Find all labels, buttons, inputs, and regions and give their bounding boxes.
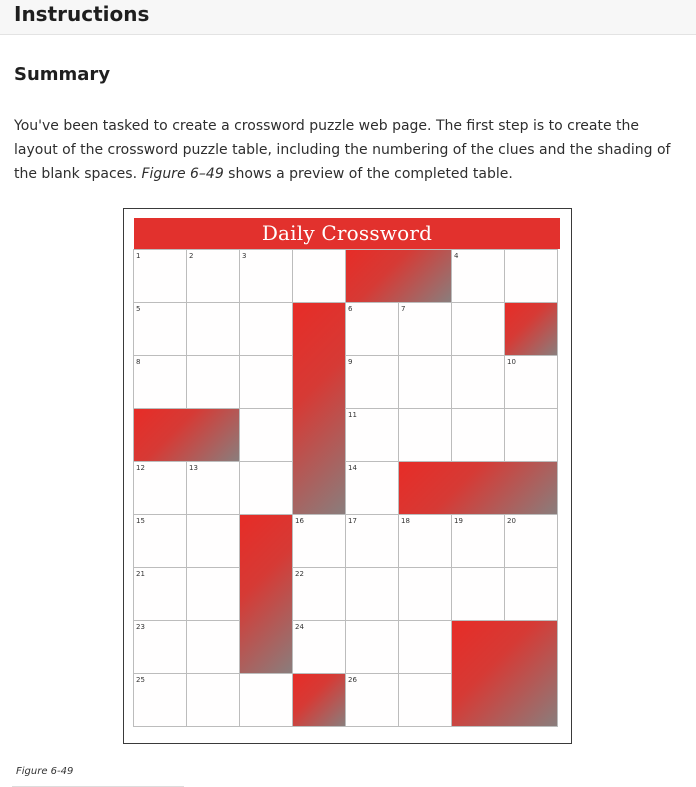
crossword-cell[interactable]: [187, 250, 239, 302]
crossword-cell[interactable]: [240, 462, 292, 514]
clue-number: 10: [507, 358, 516, 366]
crossword-cell[interactable]: [346, 409, 398, 461]
crossword-row: [134, 568, 557, 620]
crossword-cell[interactable]: [346, 568, 398, 620]
crossword-row: [134, 515, 557, 567]
clue-number: 16: [295, 517, 304, 525]
crossword-cell[interactable]: [187, 674, 239, 726]
crossword-row: [134, 356, 557, 408]
clue-number: 6: [348, 305, 353, 313]
crossword-cell[interactable]: [293, 250, 345, 302]
instructions-title: Instructions: [14, 2, 150, 26]
crossword-cell[interactable]: [293, 568, 345, 620]
crossword-cell[interactable]: [452, 250, 504, 302]
crossword-cell[interactable]: [187, 621, 239, 673]
crossword-cell[interactable]: [505, 515, 557, 567]
clue-number: 3: [242, 252, 247, 260]
crossword-cell[interactable]: [134, 621, 186, 673]
crossword-cell[interactable]: [187, 356, 239, 408]
blank-cell: [346, 250, 451, 302]
blank-cell: [399, 462, 557, 514]
crossword-row: [134, 303, 557, 355]
summary-text-2: shows a preview of the completed table.: [223, 166, 513, 182]
crossword-cell[interactable]: [240, 356, 292, 408]
clue-number: 9: [348, 358, 353, 366]
clue-number: 26: [348, 676, 357, 684]
crossword-cell[interactable]: [240, 409, 292, 461]
crossword-cell[interactable]: [452, 356, 504, 408]
clue-number: 24: [295, 623, 304, 631]
clue-number: 20: [507, 517, 516, 525]
clue-number: 22: [295, 570, 304, 578]
crossword-cell[interactable]: [187, 568, 239, 620]
clue-number: 8: [136, 358, 141, 366]
crossword-cell[interactable]: [187, 303, 239, 355]
crossword-grid: [133, 249, 558, 727]
crossword-title: Daily Crossword: [134, 218, 560, 249]
clue-number: 17: [348, 517, 357, 525]
blank-cell: [134, 409, 239, 461]
clue-number: 11: [348, 411, 357, 419]
crossword-cell[interactable]: [505, 250, 557, 302]
figure-reference: Figure 6–49: [141, 166, 224, 182]
crossword-cell[interactable]: [187, 515, 239, 567]
clue-number: 14: [348, 464, 357, 472]
crossword-cell[interactable]: [134, 568, 186, 620]
crossword-cell[interactable]: [240, 303, 292, 355]
clue-number: 2: [189, 252, 194, 260]
crossword-cell[interactable]: [346, 621, 398, 673]
blank-cell: [240, 515, 292, 673]
crossword-row: [134, 462, 557, 514]
crossword-cell[interactable]: [399, 303, 451, 355]
summary-heading: Summary: [14, 64, 111, 85]
crossword-cell[interactable]: [399, 356, 451, 408]
crossword-cell[interactable]: [346, 356, 398, 408]
crossword-cell[interactable]: [187, 462, 239, 514]
crossword-cell[interactable]: [134, 674, 186, 726]
crossword-cell[interactable]: [134, 462, 186, 514]
clue-number: 21: [136, 570, 145, 578]
clue-number: 25: [136, 676, 145, 684]
clue-number: 1: [136, 252, 141, 260]
crossword-cell[interactable]: [399, 515, 451, 567]
crossword-cell[interactable]: [505, 568, 557, 620]
clue-number: 15: [136, 517, 145, 525]
instructions-header: [0, 0, 696, 35]
summary-paragraph: [14, 114, 686, 186]
crossword-row: [134, 250, 557, 302]
clue-number: 7: [401, 305, 406, 313]
crossword-cell[interactable]: [134, 250, 186, 302]
clue-number: 12: [136, 464, 145, 472]
crossword-cell[interactable]: [399, 621, 451, 673]
crossword-row: [134, 621, 557, 673]
crossword-cell[interactable]: [452, 515, 504, 567]
crossword-cell[interactable]: [240, 250, 292, 302]
crossword-cell[interactable]: [452, 409, 504, 461]
blank-cell: [293, 674, 345, 726]
crossword-cell[interactable]: [399, 568, 451, 620]
blank-cell: [452, 621, 557, 726]
crossword-cell[interactable]: [134, 303, 186, 355]
crossword-cell[interactable]: [293, 621, 345, 673]
clue-number: 5: [136, 305, 141, 313]
crossword-cell[interactable]: [399, 409, 451, 461]
crossword-cell[interactable]: [346, 515, 398, 567]
crossword-cell[interactable]: [346, 674, 398, 726]
crossword-cell[interactable]: [399, 674, 451, 726]
clue-number: 4: [454, 252, 459, 260]
crossword-cell[interactable]: [505, 356, 557, 408]
summary-text-1: You've been tasked to create a crossword puzzle web page. The first step is to create the layout of the crossword puzzle table, including the numbering of the clues and the shading of the blank spaces.: [14, 118, 671, 182]
crossword-cell[interactable]: [452, 568, 504, 620]
figure-caption: Figure 6-49: [16, 766, 74, 777]
crossword-cell[interactable]: [346, 462, 398, 514]
crossword-cell[interactable]: [346, 303, 398, 355]
crossword-cell[interactable]: [134, 515, 186, 567]
clue-number: 23: [136, 623, 145, 631]
blank-cell: [293, 303, 345, 514]
crossword-row: [134, 409, 557, 461]
crossword-cell[interactable]: [240, 674, 292, 726]
crossword-cell[interactable]: [134, 356, 186, 408]
blank-cell: [505, 303, 557, 355]
clue-number: 19: [454, 517, 463, 525]
crossword-cell[interactable]: [452, 303, 504, 355]
crossword-cell[interactable]: [505, 409, 557, 461]
crossword-cell[interactable]: [293, 515, 345, 567]
clue-number: 13: [189, 464, 198, 472]
clue-number: 18: [401, 517, 410, 525]
